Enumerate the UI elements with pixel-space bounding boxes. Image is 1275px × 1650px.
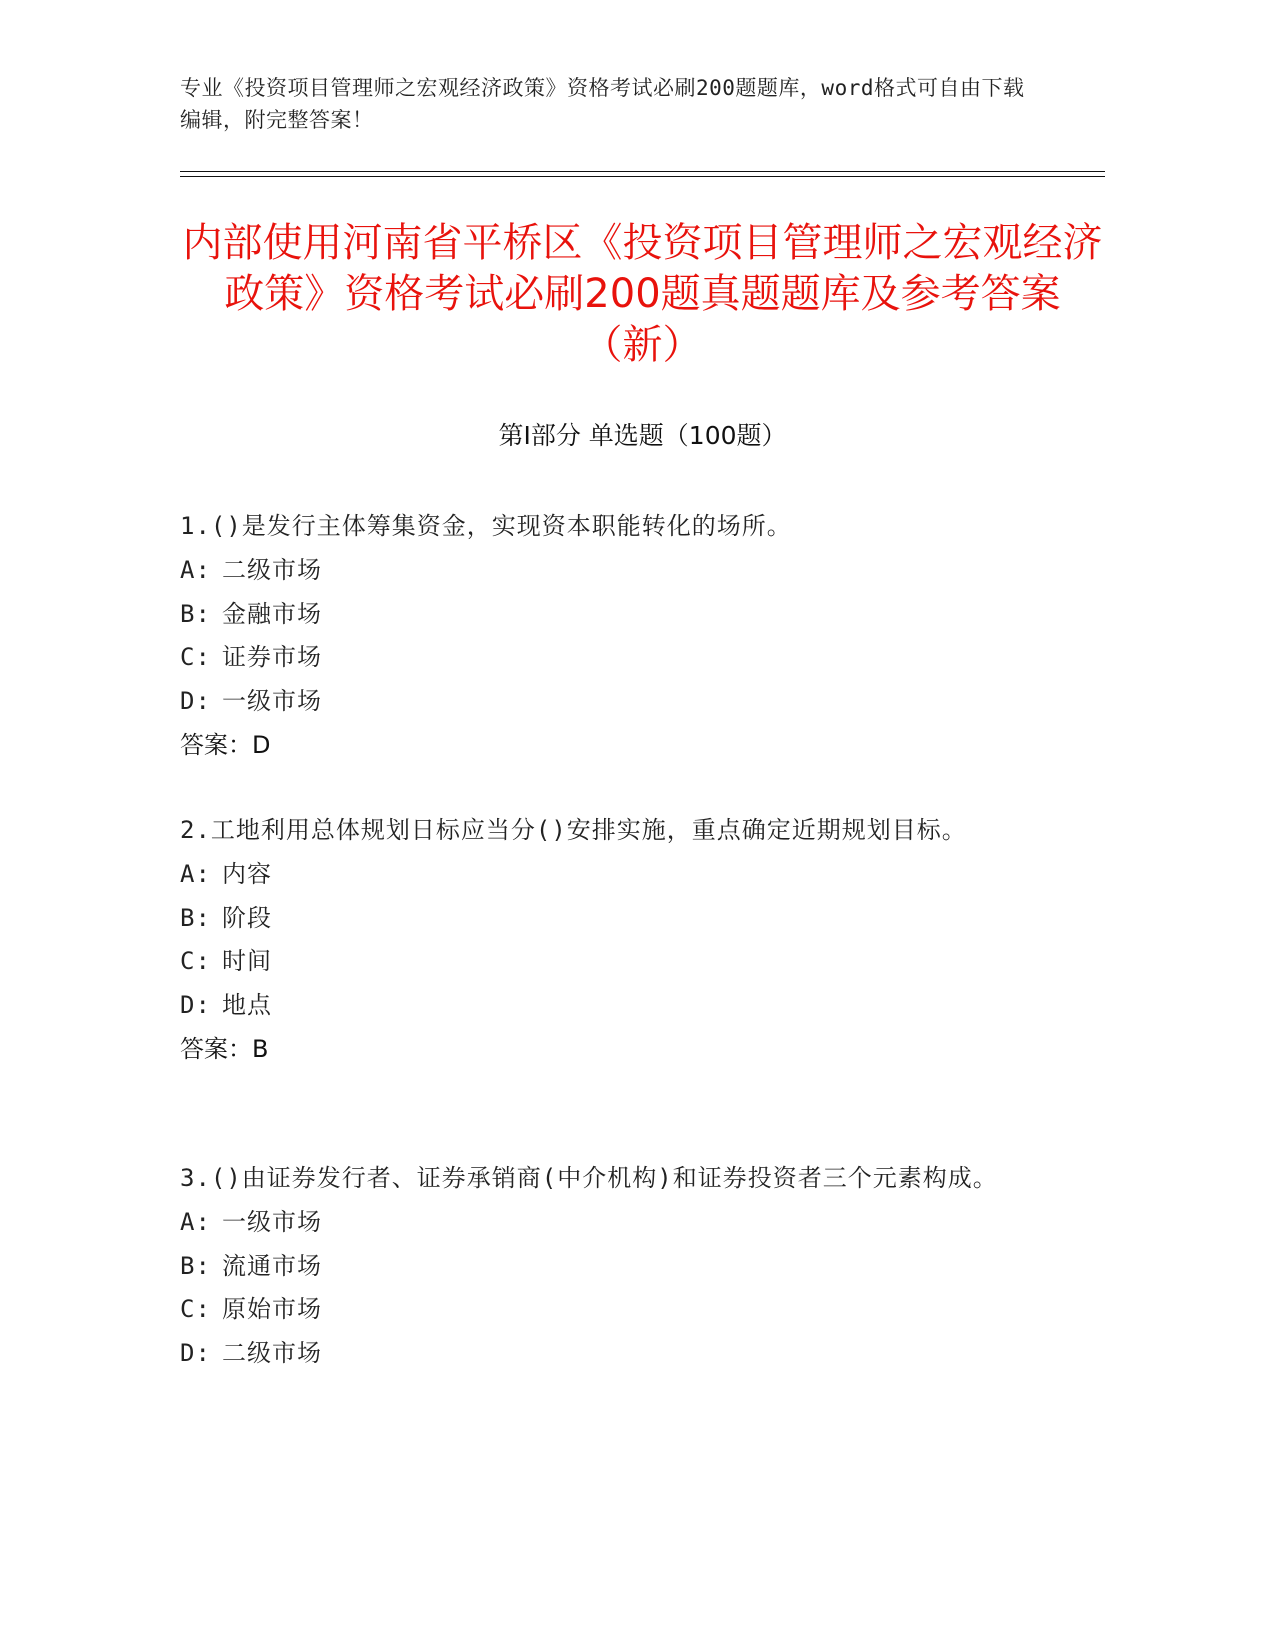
- option-c: [180, 636, 1040, 680]
- option-d: [180, 1332, 1040, 1376]
- question-1: [180, 503, 1040, 767]
- option-text: 原始市场: [222, 1295, 322, 1323]
- question-text: 2.工地利用总体规划日标应当分()安排实施，重点确定近期规划目标。: [180, 816, 967, 844]
- option-text: 二级市场: [222, 556, 322, 584]
- option-letter: B:: [180, 903, 211, 932]
- option-b: [180, 593, 1040, 637]
- option-d: [180, 680, 1040, 724]
- document-title: 内部使用河南省平桥区《投资项目管理师之宏观经济政策》资格考试必刷200题真题题库及参考答案（新）: [182, 220, 1103, 368]
- option-letter: A:: [180, 860, 211, 888]
- option-letter: A:: [180, 556, 211, 584]
- option-text: 阶段: [222, 903, 272, 932]
- option-letter: C:: [180, 947, 211, 975]
- option-text: 地点: [222, 990, 272, 1019]
- option-letter: B:: [180, 1251, 211, 1280]
- question-text: 3.()由证券发行者、证券承销商(中介机构)和证券投资者三个元素构成。: [180, 1164, 998, 1192]
- option-letter: B:: [180, 599, 211, 628]
- option-c: [180, 940, 1040, 984]
- option-letter: A:: [180, 1208, 211, 1236]
- answer-line: 答案：D: [180, 731, 271, 759]
- option-a: [180, 853, 1040, 897]
- option-text: 内容: [222, 860, 272, 888]
- option-a: [180, 1201, 1040, 1245]
- option-text: 金融市场: [222, 599, 322, 628]
- answer-line: 答案：B: [180, 1035, 269, 1063]
- option-letter: C:: [180, 1295, 211, 1323]
- option-text: 二级市场: [222, 1338, 322, 1367]
- option-letter: D:: [180, 686, 211, 715]
- option-d: [180, 984, 1040, 1028]
- option-c: [180, 1288, 1040, 1332]
- option-text: 流通市场: [222, 1251, 322, 1280]
- option-text: 时间: [222, 947, 272, 975]
- option-a: [180, 549, 1040, 593]
- option-text: 证券市场: [222, 643, 322, 671]
- question-2: [180, 807, 1040, 1071]
- option-letter: D:: [180, 1338, 211, 1367]
- option-b: [180, 1245, 1040, 1289]
- option-text: 一级市场: [222, 1208, 322, 1236]
- question-text: 1.()是发行主体筹集资金，实现资本职能转化的场所。: [180, 512, 792, 540]
- header-note: 专业《投资项目管理师之宏观经济政策》资格考试必刷200题题库，word格式可自由下载编辑，附完整答案！: [180, 76, 1025, 132]
- option-b: [180, 897, 1040, 941]
- option-letter: C:: [180, 643, 211, 671]
- section-title: 第Ⅰ部分 单选题（100题）: [498, 421, 787, 450]
- header-rule-bottom: [180, 176, 1105, 177]
- option-letter: D:: [180, 990, 211, 1019]
- header-rule-top: [180, 171, 1105, 172]
- question-3: [180, 1155, 1040, 1375]
- option-text: 一级市场: [222, 686, 322, 715]
